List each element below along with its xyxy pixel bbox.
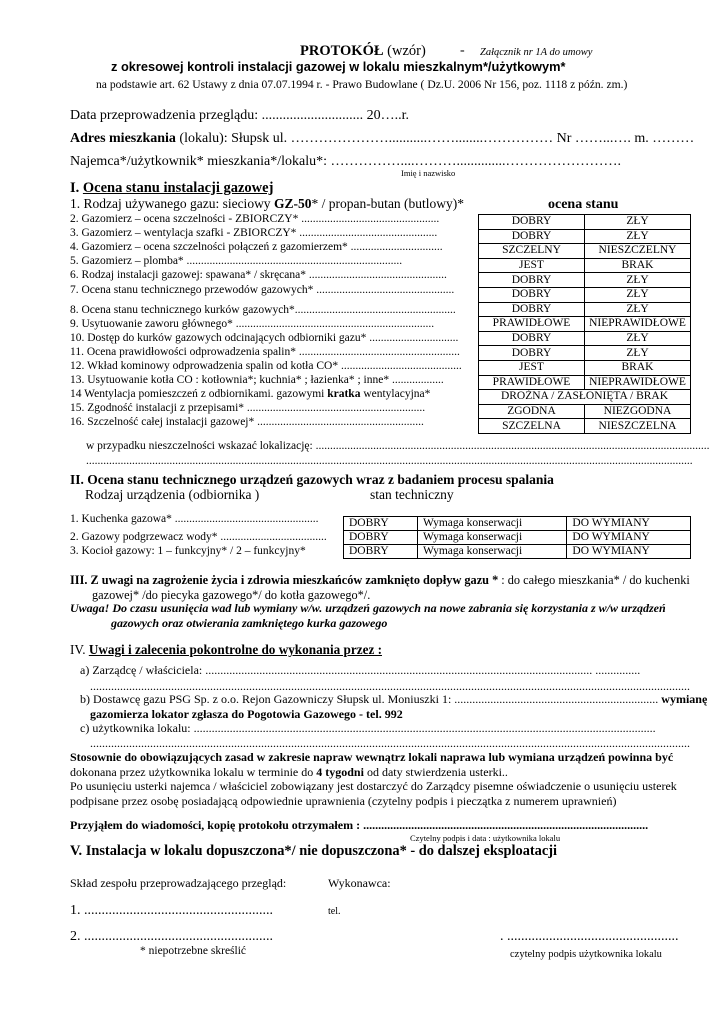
user-signature-line: . ................................................. (500, 929, 679, 944)
section-4-heading (70, 642, 382, 657)
device-water-heater: 2. Gazowy podgrzewacz wody* ..................................... (70, 531, 327, 543)
inspection-item (70, 255, 402, 268)
footnote: * niepotrzebne skreślić (140, 945, 247, 957)
state-row (479, 346, 691, 361)
gas-shutoff-label: III. Z uwagi na zagrożenie życia i zdrowia mieszkańców zamknięto dopływ gazu * (70, 573, 502, 587)
state-option[interactable]: PRAWIDŁOWE (479, 375, 585, 390)
state-row (479, 215, 691, 230)
inspection-item (70, 269, 447, 282)
inspection-item (70, 332, 458, 345)
device-state-row (344, 545, 691, 559)
inspection-item-emphasis: kratka (327, 388, 361, 400)
state-option[interactable]: NIEZGODNA (585, 404, 691, 419)
inspection-item (70, 388, 430, 401)
remarks-supplier (80, 693, 707, 707)
repair-rules-line-2 (70, 766, 508, 780)
inspection-item-label: 4. Gazomierz – ocena szczelności połączeń z gazomierzem* ................................ (70, 241, 443, 253)
address-label: Adres mieszkania (70, 131, 176, 146)
gas-shutoff-line-2: gazowej* /do piecyka gazowego*/ do kotła gazowego*/. (92, 588, 371, 602)
state-row (479, 419, 691, 434)
attachment-note: Załącznik nr 1A do umowy (480, 47, 593, 58)
state-option[interactable]: DOBRY (479, 287, 585, 302)
state-option[interactable]: DOBRY (479, 346, 585, 361)
inspection-item (70, 284, 454, 297)
contractor-tel: tel. (328, 906, 341, 917)
inspection-item (70, 304, 456, 317)
inspection-item-label: 7. Ocena stanu technicznego przewodów gazowych* ................................................ (70, 284, 455, 296)
inspection-date: Data przeprowadzenia przeglądu: ............................. 20…..r. (70, 108, 410, 123)
state-table (478, 214, 691, 434)
repair-deadline: 4 tygodni (316, 765, 364, 779)
gas-shutoff-line (70, 573, 690, 587)
state-option[interactable]: DOBRY (479, 273, 585, 288)
gas-shutoff-options: : do całego mieszkania* / do kuchenki (501, 573, 690, 587)
inspection-item (70, 318, 434, 331)
device-state-option[interactable]: DO WYMIANY (567, 545, 691, 559)
inspection-item-label: 8. Ocena stanu technicznego kurków gazowych*........................................................ (70, 304, 456, 316)
protocol-title-suffix: (wzór) (387, 43, 426, 59)
device-state-option[interactable]: DOBRY (344, 545, 418, 559)
state-option[interactable]: ZŁY (585, 302, 691, 317)
device-kitchen-stove: 1. Kuchenka gazowa* .................................................. (70, 513, 319, 525)
leak-location-cont: ................................................................................................................................................................................................................... (86, 455, 693, 467)
remarks-owner-cont: ........................................................................................................................................................................................................ (90, 679, 690, 693)
contractor-label: Wykonawca: (328, 876, 391, 890)
inspection-item-label: 2. Gazomierz – ocena szczelności - ZBIORCZY* ................................................ (70, 213, 440, 225)
device-state-row (344, 517, 691, 531)
state-option[interactable]: DOBRY (479, 331, 585, 346)
name-caption: Imię i nazwisko (401, 168, 456, 178)
device-boiler: 3. Kocioł gazowy: 1 – funkcyjny* / 2 – funkcyjny* (70, 545, 306, 557)
device-state-option[interactable]: DOBRY (344, 531, 418, 545)
inspection-item (70, 213, 439, 226)
state-option[interactable]: SZCZELNA (479, 419, 585, 434)
inspection-item-label: 13. Usytuowanie kotła CO : kotłownia*; kuchnia* ; łazienka* ; inne* .................. (70, 374, 444, 386)
state-row (479, 273, 691, 288)
protocol-subtitle: z okresowej kontroli instalacji gazowej w lokalu mieszkalnym*/użytkowym* (111, 59, 566, 74)
state-option[interactable]: DOBRY (479, 229, 585, 244)
state-row (479, 390, 691, 405)
state-row (479, 375, 691, 390)
state-option[interactable]: ZGODNA (479, 404, 585, 419)
gas-type-network: GZ-50 (273, 196, 312, 211)
inspection-item-label: 9. Usytuowanie zaworu głównego* ..................................................................... (70, 318, 435, 330)
state-row (479, 244, 691, 259)
section-1-heading (70, 180, 273, 197)
section-4-title: Uwagi i zalecenia pokontrolne do wykonania przez : (88, 642, 382, 657)
repair-rules-line-4: podpisane przez osobę posiadającą odpowiednie uprawnienia (czytelny podpis i pieczątka z numerem uprawnień) (70, 794, 617, 808)
device-state-option[interactable]: DOBRY (344, 517, 418, 531)
section-2-heading: II. Ocena stanu technicznego urządzeń gazowych wraz z badaniem procesu spalania (70, 472, 554, 487)
inspection-item (70, 416, 424, 429)
state-option[interactable]: NIESZCZELNY (585, 244, 691, 259)
state-row (479, 404, 691, 419)
inspection-item (70, 346, 460, 359)
state-option[interactable]: ZŁY (585, 229, 691, 244)
device-state-table (343, 516, 691, 559)
state-option[interactable]: ZŁY (585, 215, 691, 230)
repair-rules-line-3: Po usunięciu usterki najemca / właściciel zobowiązany jest dostarczyć do Zarządcy pisemne oświadczenie o usunięciu usterek (70, 779, 677, 793)
state-option[interactable]: NIESZCZELNA (585, 419, 691, 434)
state-option[interactable]: DOBRY (479, 215, 585, 230)
inspection-item-label: 10. Dostęp do kurków gazowych odcinających odbiorniki gazu* ............................... (70, 332, 459, 344)
state-option[interactable]: JEST (479, 360, 585, 375)
state-row (479, 317, 691, 332)
remarks-supplier-bold: wymianę (661, 692, 708, 706)
state-option[interactable]: NIEPRAWIDŁOWE (585, 317, 691, 332)
state-header: ocena stanu (548, 197, 619, 212)
inspection-item (70, 241, 443, 254)
address-value: (lokalu): Słupsk ul. …………………...........……........…………… Nr ……...…. m. ……… (175, 131, 695, 146)
leak-location: w przypadku nieszczelności wskazać lokalizację: ......................................................................................................................................... (86, 440, 710, 452)
state-column-header: stan techniczny (370, 487, 454, 502)
team-member-2: 2. ...................................................... (70, 929, 273, 944)
repair-deadline-tail: od daty stwierdzenia usterki.. (363, 765, 508, 779)
inspection-item-label: 5. Gazomierz – plomba* ........................................................................... (70, 255, 403, 267)
section-4-number: IV. (70, 642, 89, 657)
inspection-item-label: 11. Ocena prawidłowości odprowadzenia spalin* ........................................................ (70, 346, 460, 358)
inspection-item (70, 374, 444, 387)
device-state-option[interactable]: Wymaga konserwacji (417, 545, 566, 559)
protocol-title: PROTOKÓŁ (300, 43, 384, 59)
state-row (479, 331, 691, 346)
tenant-line: Najemca*/użytkownik* mieszkania*/lokalu*: ……………....………..............……………………. (70, 154, 621, 169)
team-member-1: 1. ...................................................... (70, 903, 273, 918)
remarks-user: c) użytkownika lokalu: .......................................................................................................................................................... (80, 721, 656, 735)
state-row (479, 287, 691, 302)
device-state-option[interactable]: Wymaga konserwacji (417, 517, 566, 531)
remarks-supplier-cont: gazomierza lokator zgłasza do Pogotowia Gazowego - tel. 992 (90, 707, 403, 721)
state-option[interactable]: JEST (479, 258, 585, 273)
repair-rules-line-1: Stosownie do obowiązujących zasad w zakresie napraw wewnątrz lokali naprawa lub wymiana urządzeń powinna być (70, 750, 674, 764)
gas-type-label: 1. Rodzaj używanego gazu: sieciowy (70, 196, 274, 211)
device-state-option[interactable]: Wymaga konserwacji (417, 531, 566, 545)
state-option[interactable]: DROŻNA / ZASŁONIĘTA / BRAK (479, 390, 691, 405)
state-option[interactable]: BRAK (585, 258, 691, 273)
inspection-item (70, 227, 437, 240)
inspection-item (70, 360, 462, 373)
state-option[interactable]: PRAWIDŁOWE (479, 317, 585, 332)
header-title-line (300, 43, 426, 60)
section-5-heading: V. Instalacja w lokalu dopuszczona*/ nie dopuszczona* - do dalszej eksploatacji (70, 843, 558, 859)
inspection-item-label: 6. Rodzaj instalacji gazowej: spawana* / skręcana* ................................................ (70, 269, 447, 281)
header-dash: - (460, 43, 465, 58)
warning-line-1: Uwaga! Do czasu usunięcia wad lub wymiany w/w. urządzeń gazowych na nowe zabrania się korzystania z w/w urządzeń (70, 601, 666, 615)
device-state-row (344, 531, 691, 545)
section-1-number: I. (70, 180, 83, 196)
acknowledgement-line: Przyjąłem do wiadomości, kopię protokołu otrzymałem : ............................................................................................... (70, 818, 649, 832)
remarks-supplier-text: b) Dostawcę gazu PSG Sp. z o.o. Rejon Gazowniczy Słupsk ul. Moniuszki 1: .................................................................... (80, 692, 659, 706)
inspection-item-label: 14 Wentylacja pomieszczeń z odbiornikami. gazowymi (70, 388, 328, 400)
inspection-item-label: 3. Gazomierz – wentylacja szafki - ZBIORCZY* ................................................ (70, 227, 438, 239)
state-option[interactable]: ZŁY (585, 287, 691, 302)
warning-line-2: gazowych oraz otwierania zamkniętego kurka gazowego (111, 616, 388, 630)
state-option[interactable]: SZCZELNY (479, 244, 585, 259)
state-row (479, 302, 691, 317)
repair-deadline-text: dokonana przez użytkownika lokalu w terminie do (70, 765, 317, 779)
acknowledgement-caption: Czytelny podpis i data : użytkownika lokalu (410, 833, 561, 843)
state-option[interactable]: DOBRY (479, 302, 585, 317)
remarks-user-cont: ........................................................................................................................................................................................................ (90, 736, 690, 750)
remarks-owner: a) Zarządcę / właściciela: ................................................................................................................................. ............... (80, 663, 641, 677)
inspection-item-tail: wentylacyjna* (360, 388, 431, 400)
team-label: Skład zespołu przeprowadzającego przegląd: (70, 876, 287, 890)
section-1-title: Ocena stanu instalacji gazowej (82, 180, 274, 196)
state-row (479, 229, 691, 244)
device-state-option[interactable]: DO WYMIANY (567, 531, 691, 545)
inspection-item-label: 16. Szczelność całej instalacji gazowej* .......................................................... (70, 416, 424, 428)
user-signature-caption: czytelny podpis użytkownika lokalu (510, 949, 662, 960)
inspection-item (70, 402, 425, 415)
device-column-header: Rodzaj urządzenia (odbiornika ) (85, 487, 260, 502)
state-option[interactable]: NIEPRAWIDŁOWE (585, 375, 691, 390)
state-option[interactable]: ZŁY (585, 331, 691, 346)
gas-type-rest: * / propan-butan (butlowy)* (311, 196, 465, 211)
state-row (479, 258, 691, 273)
state-row (479, 360, 691, 375)
state-option[interactable]: ZŁY (585, 346, 691, 361)
address-line (70, 131, 694, 147)
inspection-item-label: 15. Zgodność instalacji z przepisami* .............................................................. (70, 402, 426, 414)
state-option[interactable]: BRAK (585, 360, 691, 375)
legal-basis: na podstawie art. 62 Ustawy z dnia 07.07.1994 r. - Prawo Budowlane ( Dz.U. 2006 Nr 156, poz. 1118 z późn. zm.) (96, 78, 628, 91)
device-state-option[interactable]: DO WYMIANY (567, 517, 691, 531)
gas-type-line (70, 196, 464, 212)
inspection-item-label: 12. Wkład kominowy odprowadzenia spalin od kotła CO* .......................................... (70, 360, 462, 372)
state-option[interactable]: ZŁY (585, 273, 691, 288)
